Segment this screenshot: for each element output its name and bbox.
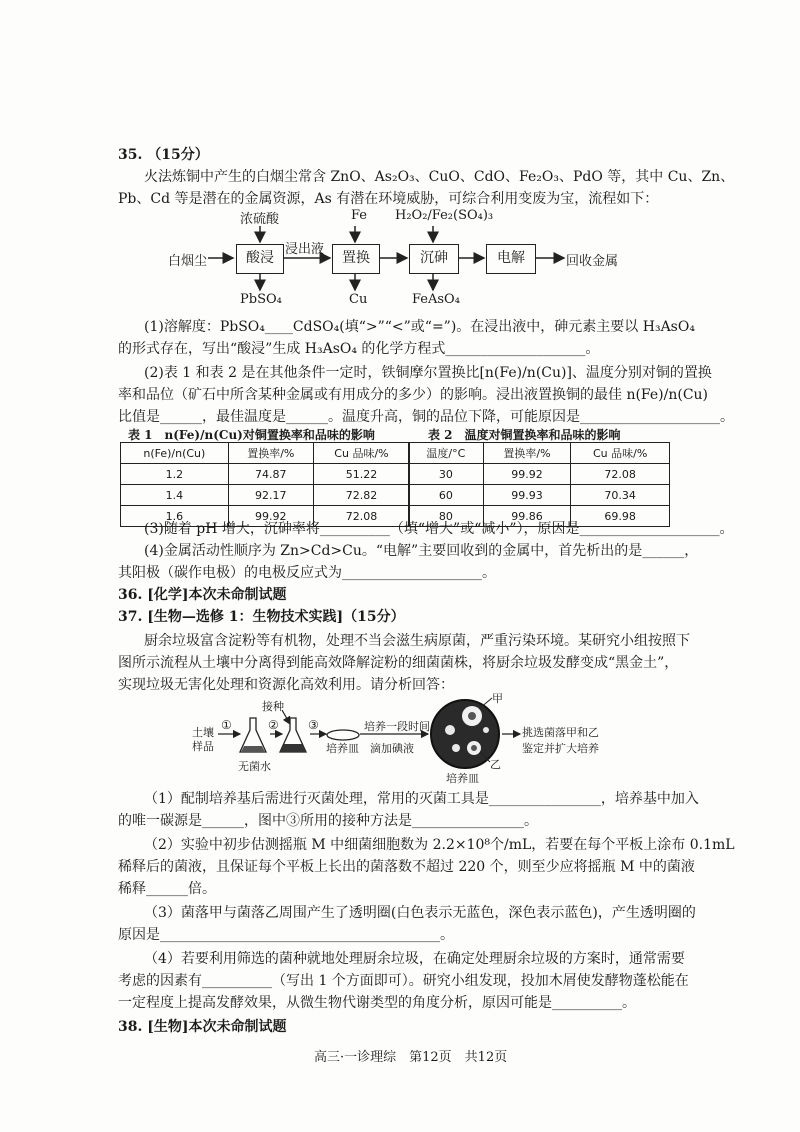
q35-part2-line1: (2)表 1 和表 2 是在其他条件一定时，铁铜摩尔置换比[n(Fe)/n(Cu)]、温度分别对铜的置换 xyxy=(144,365,712,381)
table1-header: 置换率/% xyxy=(228,443,313,464)
table2-header: Cu 品味/% xyxy=(571,443,670,464)
flow-out3-label: FeAsO₄ xyxy=(412,292,460,307)
flow-reagent1-label: 浓硫酸 xyxy=(240,212,280,227)
flask-1-liquid xyxy=(241,746,265,752)
q35-part3: (3)随着 pH 增大，沉砷率将__________（填“增大”或“减小”），原因是____________________。 xyxy=(144,521,734,537)
flow-box-electrolysis: 电解 xyxy=(486,244,536,274)
table1-cell: 1.4 xyxy=(121,485,229,506)
table2-cell: 60 xyxy=(409,485,484,506)
q35-part1-line2: 的形式存在，写出“酸浸”生成 H₃AsO₄ 的化学方程式____________________。 xyxy=(118,341,600,357)
diagram-jia-label: 甲 xyxy=(492,692,503,705)
diagram-select2: 鉴定并扩大培养 xyxy=(522,742,599,755)
table1-cell: 1.6 xyxy=(121,506,229,527)
q37-part2-line1: （2）实验中初步估测摇瓶 M 中细菌细胞数为 2.2×10⁸个/mL，若要在每个平板上涂布 0.1mL xyxy=(144,837,735,853)
table1-cell: 72.08 xyxy=(313,506,409,527)
petri-dish-1-icon xyxy=(327,730,359,740)
table1-cell: 51.22 xyxy=(313,464,409,485)
diagram-culture-note: 培养一段时间 xyxy=(364,720,430,733)
q37-part1-line1: （1）配制培养基后需进行灭菌处理，常用的灭菌工具是________________，培养基中加入 xyxy=(144,791,699,807)
q37-part4-line3: 一定程度上提高发酵效果，从微生物代谢类型的角度分析，原因可能是__________。 xyxy=(118,995,636,1011)
table1-cell: 1.2 xyxy=(121,464,229,485)
table2-cell: 69.98 xyxy=(571,506,670,527)
flow-out1-label: PbSO₄ xyxy=(240,292,282,307)
table2-cell: 70.34 xyxy=(571,485,670,506)
q37-part4-line1: （4）若要利用筛选的菌种就地处理厨余垃圾，在确定处理厨余垃圾的方案时，通常需要 xyxy=(144,951,685,967)
flow-box-leach: 酸浸 xyxy=(236,244,284,274)
table1-cell: 72.82 xyxy=(313,485,409,506)
table2-header-row xyxy=(409,443,670,464)
diagram-sterile-water-label: 无菌水 xyxy=(238,760,271,773)
flow-leachate-label: 浸出液 xyxy=(285,242,325,257)
table1 xyxy=(120,442,410,527)
table2-header: 温度/°C xyxy=(409,443,484,464)
table1-header: Cu 品味/% xyxy=(313,443,409,464)
flow-box-arsenic: 沉砷 xyxy=(409,244,459,274)
table1-row xyxy=(121,485,410,506)
table1-header: n(Fe)/n(Cu) xyxy=(121,443,229,464)
table1-caption: 表 1 n(Fe)/n(Cu)对铜置换率和品味的影响 xyxy=(128,428,375,442)
q35-part4-line2: 其阳极（碳作电极）的电极反应式为____________________。 xyxy=(118,565,496,581)
colony-other xyxy=(483,727,489,733)
diagram-dish-label: 培养皿 xyxy=(326,742,359,755)
table2-cell: 72.08 xyxy=(571,464,670,485)
diagram-step1-label: ① xyxy=(221,718,232,732)
flow-reagent2-label: Fe xyxy=(351,208,368,223)
table1-row xyxy=(121,464,410,485)
colony-other xyxy=(445,725,455,735)
table2-cell: 80 xyxy=(409,506,484,527)
table2-cell: 30 xyxy=(409,464,484,485)
table2 xyxy=(408,442,670,527)
diagram-inoculate-label: 接种 xyxy=(262,700,284,713)
colony-jia xyxy=(468,712,476,720)
q37-intro-line3: 实现垃圾无害化处理和资源化高效利用。请分析回答： xyxy=(118,677,454,693)
flow-end-label: 回收金属 xyxy=(566,254,619,269)
q37-intro-line2: 图所示流程从土壤中分离得到能高效降解淀粉的细菌菌株，将厨余垃圾发酵变成“黑金土”， xyxy=(118,655,679,671)
q37-part3-line1: （3）菌落甲与菌落乙周围产生了透明圈(白色表示无蓝色，深色表示蓝色)，产生透明圈的 xyxy=(144,905,696,921)
flow-reagent3-label: H₂O₂/Fe₂(SO₄)₃ xyxy=(395,208,494,223)
q35-part2-line2: 率和品位（矿石中所含某种金属或有用成分的多少）的影响。浸出液置换铜的最佳 n(Fe)/n(Cu) xyxy=(118,387,709,403)
diagram-yi-label: 乙 xyxy=(490,758,501,771)
q37-intro-line1: 厨余垃圾富含淀粉等有机物，处理不当会滋生病原菌，严重污染环境。某研究小组按照下 xyxy=(144,633,690,649)
table2-cell: 99.92 xyxy=(483,464,571,485)
q36-heading: 36. [化学]本次未命制试题 xyxy=(118,587,287,603)
table1-cell: 92.17 xyxy=(228,485,313,506)
diagram-sample-label: 样品 xyxy=(192,740,214,753)
q37-part2-line2: 稀释后的菌液，且保证每个平板上长出的菌落数不超过 220 个，则至少应将摇瓶 M 中的菌液 xyxy=(118,859,695,875)
colony-other xyxy=(452,744,460,752)
q35-part2-line3: 比值是______，最佳温度是______。温度升高，铜的品位下降，可能原因是____________________。 xyxy=(118,409,734,425)
page-footer: 高三·一诊理综 第12页 共12页 xyxy=(314,1050,508,1065)
q35-part1-line1: (1)溶解度：PbSO₄____CdSO₄(填“>”“<”或“=”)。在浸出液中，砷元素主要以 H₃AsO₄ xyxy=(144,319,695,335)
flow-start-label: 白烟尘 xyxy=(168,254,208,269)
table2-row xyxy=(409,464,670,485)
q37-part2-line3: 稀释______倍。 xyxy=(118,881,216,897)
q35-heading: 35. （15分） xyxy=(118,147,209,163)
q38-heading: 38. [生物]本次未命制试题 xyxy=(118,1019,287,1035)
q35-part4-line1: (4)金属活动性顺序为 Zn>Cd>Cu。“电解”主要回收到的金属中，首先析出的是______， xyxy=(144,543,699,559)
diagram-select1: 挑选菌落甲和乙 xyxy=(522,726,599,739)
table2-caption: 表 2 温度对铜置换率和品味的影响 xyxy=(428,428,621,442)
table2-row xyxy=(409,485,670,506)
table2-cell: 99.86 xyxy=(483,506,571,527)
table1-cell: 74.87 xyxy=(228,464,313,485)
diagram-add-iodine: 滴加碘液 xyxy=(370,742,414,755)
flask-2-liquid xyxy=(280,744,306,752)
table2-cell: 99.93 xyxy=(483,485,571,506)
q37-heading: 37. [生物—选修 1：生物技术实践]（15分） xyxy=(118,609,405,625)
q35-intro-line2: Pb、Cd 等是潜在的金属资源，As 有潜在环境威胁，可综合利用变废为宝，流程如下： xyxy=(118,191,659,207)
q37-part1-line2: 的唯一碳源是______，图中③所用的接种方法是________________。 xyxy=(118,813,538,829)
table1-cell: 99.92 xyxy=(228,506,313,527)
q35-intro-line1: 火法炼铜中产生的白烟尘常含 ZnO、As₂O₃、CuO、CdO、Fe₂O₃、PdO 等，其中 Cu、Zn、 xyxy=(144,169,735,185)
diagram-step3-label: ③ xyxy=(308,718,319,732)
diagram-dish2-label: 培养皿 xyxy=(446,772,479,785)
table2-header: 置换率/% xyxy=(483,443,571,464)
diagram-step2-label: ② xyxy=(268,718,279,732)
q37-part3-line2: 原因是________________________________________。 xyxy=(118,927,454,943)
flow-box-replace: 置换 xyxy=(332,244,380,274)
colony-yi xyxy=(471,745,477,751)
table1-header-row xyxy=(121,443,410,464)
diagram-soil-label: 土壤 xyxy=(192,726,214,739)
process-flow-diagram xyxy=(0,0,800,320)
flow-out2-label: Cu xyxy=(349,292,368,307)
q37-part4-line2: 考虑的因素有__________（写出 1 个方面即可）。研究小组发现，投加木屑使发酵物蓬松能在 xyxy=(118,973,689,989)
